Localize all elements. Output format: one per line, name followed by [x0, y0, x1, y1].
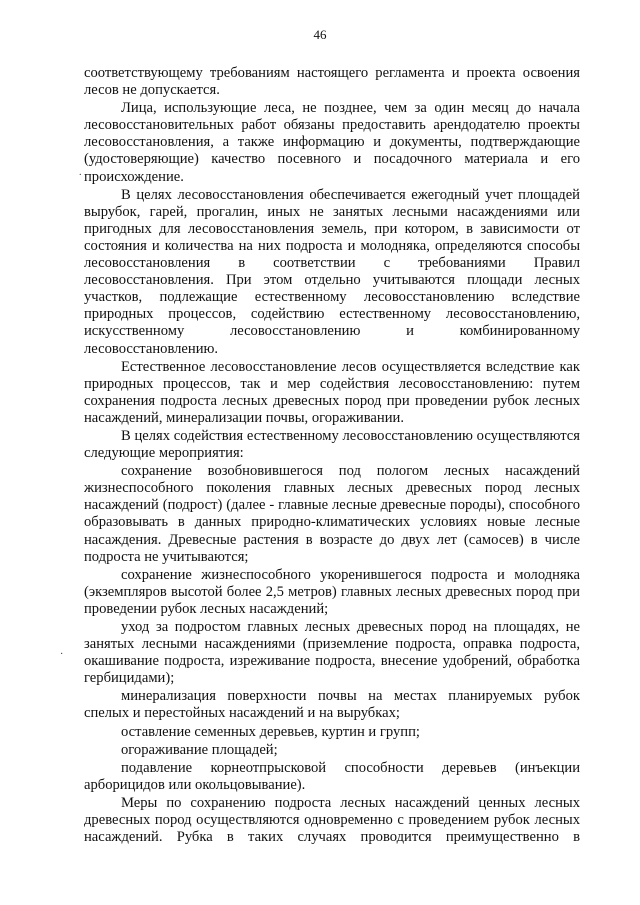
list-item: подавление корнеотпрысковой способности деревьев (инъекции арборицидов или окольцовывание).	[84, 759, 580, 793]
paragraph: соответствующему требованиям настоящего регламента и проекта освоения лесов не допускается.	[84, 65, 580, 99]
margin-dot: .	[79, 167, 82, 178]
list-item: оставление семенных деревьев, куртин и групп;	[121, 723, 420, 740]
page-number: 46	[313, 27, 327, 42]
paragraph: Меры по сохранению подроста лесных насаждений ценных лесных древесных пород осуществляются одновременно с проведением рубок лесных насаждений. Рубка в таких случаях проводится преимущественно в	[84, 794, 580, 846]
paragraph: В целях содействия естественному лесовосстановлению осуществляются следующие мероприятия:	[84, 427, 580, 462]
list-item: огораживание площадей;	[121, 741, 278, 758]
paragraph: Лица, использующие леса, не позднее, чем за один месяц до начала лесовосстановительных работ обязаны предоставить арендодателю проекты лесовосстановления, а также информацию и документы, подтверждающие (удостоверяющие) качество посевного и посадочного материала и его происхождение.	[84, 100, 580, 185]
list-item: сохранение жизнеспособного укоренившегося подроста и молодняка (экземпляров высотой более 2,5 метров) главных лесных древесных пород при проведении рубок лесных насаждений;	[84, 566, 580, 617]
paragraph: Естественное лесовосстановление лесов осуществляется вследствие как природных процессов, так и мер содействия лесовосстановлению: путем сохранения подроста лесных древесных пород при проведении рубок лесных насаждений, минерализации почвы, огораживании.	[84, 358, 580, 426]
list-item: сохранение возобновившегося под пологом лесных насаждений жизнеспособного поколения главных лесных древесных пород лесных насаждений (подрост) (далее - главные лесные древесные породы), способного образовывать в данных природно-климатических условиях новые лесные насаждения. Древесные растения в возрасте до двух лет (самосев) в числе подроста не учитываются;	[84, 463, 580, 565]
margin-tick: ·	[60, 649, 64, 660]
list-item: уход за подростом главных лесных древесных пород на площадях, не занятых лесными насаждениями (приземление подроста, оправка подроста, окашивание подроста, изреживание подроста, внесение удобрений, обработка гербицидами);	[84, 619, 580, 687]
list-item: минерализация поверхности почвы на местах планируемых рубок спелых и перестойных насаждений и на вырубках;	[84, 688, 580, 722]
body-text	[84, 65, 580, 846]
paragraph: В целях лесовосстановления обеспечивается ежегодный учет площадей вырубок, гарей, прогалин, иных не занятых лесными насаждениями или пригодных для лесовосстановления земель, при котором, в зависимости от состояния и количества на них подроста и молодняка, определяются способы лесовосстановления в соответствии с требованиями Правил лесовосстановления. При этом отдельно учитываются площади лесных участков, подлежащие естественному лесовосстановлению вследствие природных процессов, содействию естественному лесовосстановлению, искусственному лесовосстановлению и комбинированному лесовосстановлению.	[84, 186, 580, 357]
